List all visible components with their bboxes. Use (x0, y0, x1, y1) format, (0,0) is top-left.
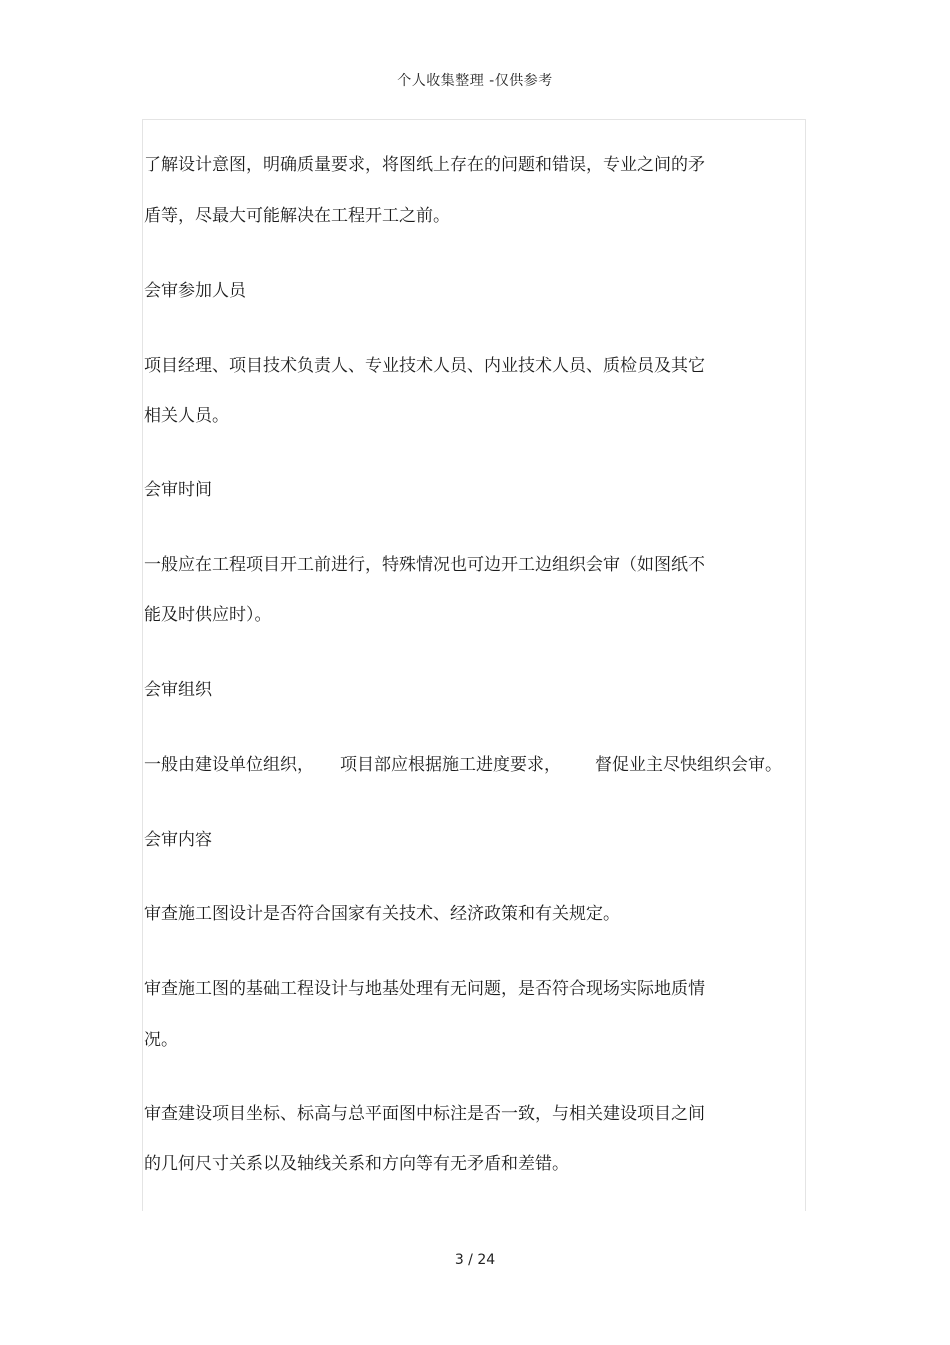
paragraph-line: 的几何尺寸关系以及轴线关系和方向等有无矛盾和差错。 (144, 1154, 569, 1174)
paragraph-line: 审查施工图的基础工程设计与地基处理有无问题，是否符合现场实际地质情 (144, 979, 705, 999)
section-heading-time: 会审时间 (144, 480, 212, 500)
paragraph-line: 一般应在工程项目开工前进行，特殊情况也可边开工边组织会审（如图纸不 (144, 555, 705, 575)
paragraph-line: 况。 (144, 1030, 178, 1050)
section-heading-content: 会审内容 (144, 830, 212, 850)
paragraph-line: 审查施工图设计是否符合国家有关技术、经济政策和有关规定。 (144, 904, 620, 924)
page-header: 个人收集整理 -仅供参考 (397, 73, 553, 89)
paragraph-segment: 一般由建设单位组织， (144, 755, 314, 775)
paragraph-line-organization (144, 754, 782, 776)
paragraph-segment: 项目部应根据施工进度要求， (340, 755, 561, 775)
paragraph-line: 相关人员。 (144, 406, 229, 426)
paragraph-line: 能及时供应时）。 (144, 605, 272, 625)
page-number: 3 / 24 (454, 1252, 496, 1268)
paragraph-segment: 督促业主尽快组织会审。 (595, 755, 782, 775)
section-heading-participants: 会审参加人员 (144, 281, 246, 301)
paragraph-line: 审查建设项目坐标、标高与总平面图中标注是否一致，与相关建设项目之间 (144, 1104, 705, 1124)
section-heading-organization: 会审组织 (144, 680, 212, 700)
paragraph-line: 项目经理、项目技术负责人、专业技术人员、内业技术人员、质检员及其它 (144, 356, 705, 376)
paragraph-line: 盾等，尽最大可能解决在工程开工之前。 (144, 206, 450, 226)
paragraph-line: 了解设计意图，明确质量要求，将图纸上存在的问题和错误，专业之间的矛 (144, 155, 705, 175)
